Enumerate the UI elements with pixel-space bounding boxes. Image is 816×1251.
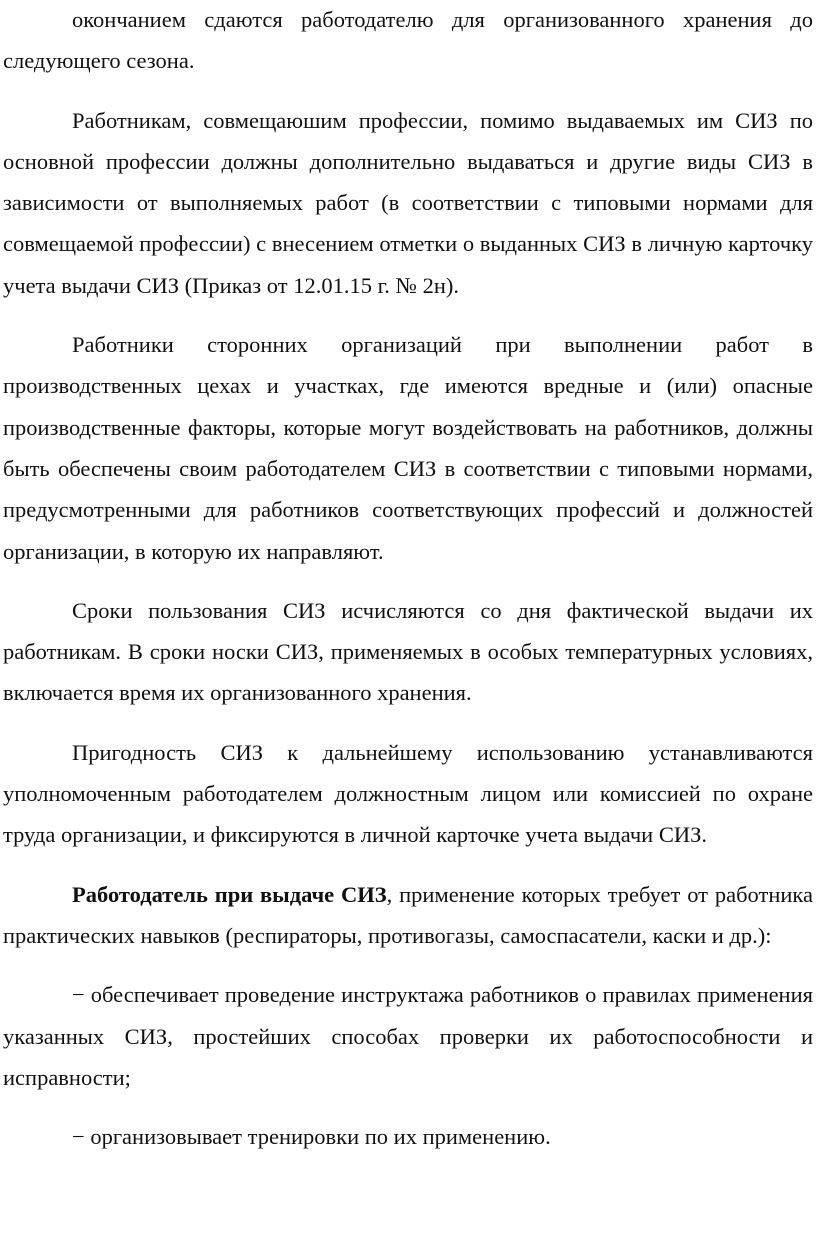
- paragraph-suitability: Пригодность СИЗ к дальнейшему использованию устанавливаются уполномоченным работодателем должностным лицом или комиссией по охране труда организации, и фиксируются в личной карточке учета выдачи СИЗ.: [3, 739, 813, 848]
- paragraph-employer-issuing: [3, 874, 813, 957]
- paragraph-combined-professions: Работникам, совмещаюшим профессии, помимо выдаваемых им СИЗ по основной профессии должны дополнительно выдаваться и другие виды СИЗ в зависимости от выполняемых работ (в соответствии с типовыми нормами для совмещаемой профессии) с внесением отметки о выданных СИЗ в личную карточку учета выдачи СИЗ (Приказ от 12.01.15 г. № 2н).: [3, 107, 813, 298]
- bold-lead-text: Работодатель при выдаче СИЗ: [72, 881, 387, 907]
- list-item-training: − организовывает тренировки по их применению.: [72, 1124, 551, 1150]
- paragraph-employer-issuing-text: , применение которых требует от работника практических навыков (респираторы, противогазы, самоспасатели, каски и др.):: [3, 881, 813, 948]
- paragraph-storage-continuation: окончанием сдаются работодателю для организованного хранения до следующего сезона.: [3, 7, 813, 74]
- paragraph-third-party-workers: Работники сторонних организаций при выполнении работ в производственных цехах и участках, где имеются вредные и (или) опасные производственные факторы, которые могут воздействовать на работников, должны быть обеспечены своим работодателем СИЗ в соответствии с типовыми нормами, предусмотренными для работников соответствующих профессий и должностей организации, в которую их направляют.: [3, 332, 813, 564]
- list-item-instruction: − обеспечивает проведение инструктажа работников о правилах применения указанных СИЗ, простейших способах проверки их работоспособности и исправности;: [3, 982, 813, 1090]
- paragraph-usage-terms: Сроки пользования СИЗ исчисляются со дня фактической выдачи их работникам. В сроки носки СИЗ, применяемых в особых температурных условиях, включается время их организованного хранения.: [3, 597, 813, 706]
